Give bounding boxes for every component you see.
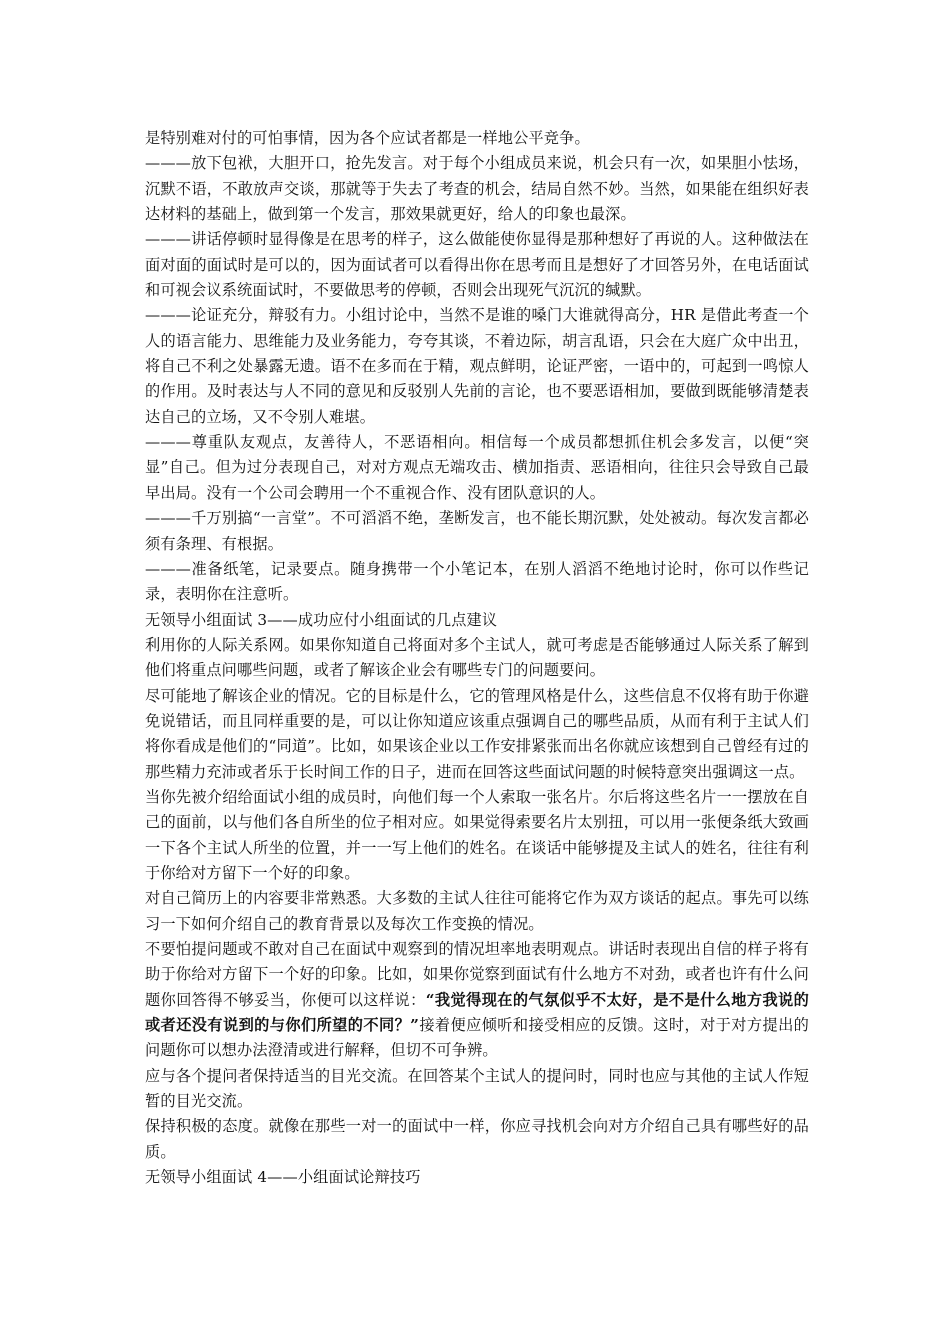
paragraph-ask-questions: [145, 937, 809, 1064]
paragraph-take-notes: ———准备纸笔，记录要点。随身携带一个小笔记本，在别人滔滔不绝地讨论时，你可以作些记录，表明你在注意听。: [145, 559, 809, 604]
paragraph-positive-attitude: 保持积极的态度。就像在那些一对一的面试中一样，你应寻找机会向对方介绍自己具有哪些好的品质。: [145, 1117, 809, 1161]
ask-questions-before: 不要怕提问题或不敢对自己在面试中观察到的情况坦率地表明观点。讲话时表现出自信的样子将有助于你给对方留下一个好的印象。比如，如果你觉察到面试有什么地方不对劲，或者也许有什么问题你回答得不够妥当，你便可以这样说：: [145, 940, 809, 1009]
paragraph-continuation: 是特别难对付的可怕事情，因为各个应试者都是一样地公平竞争。: [145, 129, 590, 147]
paragraph-speak-first: ———放下包袱，大胆开口，抢先发言。对于每个小组成员来说，机会只有一次，如果胆小怯场，沉默不语，不敢放声交谈，那就等于失去了考查的机会，结局自然不妙。当然，如果能在组织好表达材料的基础上，做到第一个发言，那效果就更好，给人的印象也最深。: [145, 154, 809, 224]
paragraph-pause-thinking: ———讲话停顿时显得像是在思考的样子，这么做能使你显得是那种想好了再说的人。这种做法在面对面的面试时是可以的，因为面试者可以看得出你在思考而且是想好了才回答另外，在电话面试和可视会议系统面试时，不要做思考的停顿，否则会出现死气沉沉的缄默。: [145, 230, 809, 300]
paragraph-know-resume: 对自己简历上的内容要非常熟悉。大多数的主试人往往可能将它作为双方谈话的起点。事先可以练习一下如何介绍自己的教育背景以及每次工作变换的情况。: [145, 889, 809, 933]
paragraph-network: 利用你的人际关系网。如果你知道自己将面对多个主试人，就可考虑是否能够通过人际关系了解到他们将重点问哪些问题，或者了解该企业会有哪些专门的问题要问。: [145, 635, 809, 680]
paragraph-eye-contact: 应与各个提问者保持适当的目光交流。在回答某个主试人的提问时，同时也应与其他的主试人作短暂的目光交流。: [145, 1066, 809, 1111]
paragraph-respect-teammates: ———尊重队友观点，友善待人，不恶语相向。相信每一个成员都想抓住机会多发言，以便“突显”自己。但为过分表现自己，对对方观点无端攻击、横加指责、恶语相向，往往只会导致自己最早出局。没有一个公司会聘用一个不重视合作、没有团队意识的人。: [145, 433, 809, 502]
ask-questions-bold-quote: “我觉得现在的气氛似乎不太好，是不是什么地方我说的或者还没有说到的与你们所望的不同？”: [145, 990, 809, 1035]
section-heading-4: 无领导小组面试 4——小组面试论辩技巧: [145, 1168, 421, 1187]
document-body: [145, 126, 809, 1190]
paragraph-argue-well: ———论证充分，辩驳有力。小组讨论中，当然不是谁的嗓门大谁就得高分，HR 是借此考查一个人的语言能力、思维能力及业务能力，夸夸其谈，不着边际，胡言乱语，只会在大庭广众中出丑，将自己不利之处暴露无遗。语不在多而在于精，观点鲜明，论证严密，一语中的，可起到一鸣惊人的作用。及时表达与人不同的意见和反驳别人先前的言论，也不要恶语相加，要做到既能够清楚表达自己的立场，又不令别人难堪。: [145, 306, 809, 426]
paragraph-no-monopoly: ———千万别搞“一言堂”。不可滔滔不绝，垄断发言，也不能长期沉默，处处被动。每次发言都必须有条理、有根据。: [145, 509, 809, 553]
paragraph-business-cards: 当你先被介绍给面试小组的成员时，向他们每一个人索取一张名片。尔后将这些名片一一摆放在自己的面前，以与他们各自所坐的位子相对应。如果觉得索要名片太别扭，可以用一张便条纸大致画一下各个主试人所坐的位置，并一一写上他们的姓名。在谈话中能够提及主试人的姓名，往往有利于你给对方留下一个好的印象。: [145, 787, 809, 882]
ask-questions-after: 接着便应倾听和接受相应的反馈。这时，对于对方提出的问题你可以想办法澄清或进行解释，但切不可争辨。: [145, 1016, 810, 1060]
paragraph-know-company: 尽可能地了解该企业的情况。它的目标是什么，它的管理风格是什么，这些信息不仅将有助于你避免说错话，而且同样重要的是，可以让你知道应该重点强调自己的哪些品质，从而有利于主试人们将你看成是他们的“同道”。比如，如果该企业以工作安排紧张而出名你就应该想到自己曾经有过的那些精力充沛或者乐于长时间工作的日子，进而在回答这些面试问题的时候特意突出强调这一点。: [145, 686, 809, 781]
section-heading-3: 无领导小组面试 3——成功应付小组面试的几点建议: [145, 610, 498, 629]
